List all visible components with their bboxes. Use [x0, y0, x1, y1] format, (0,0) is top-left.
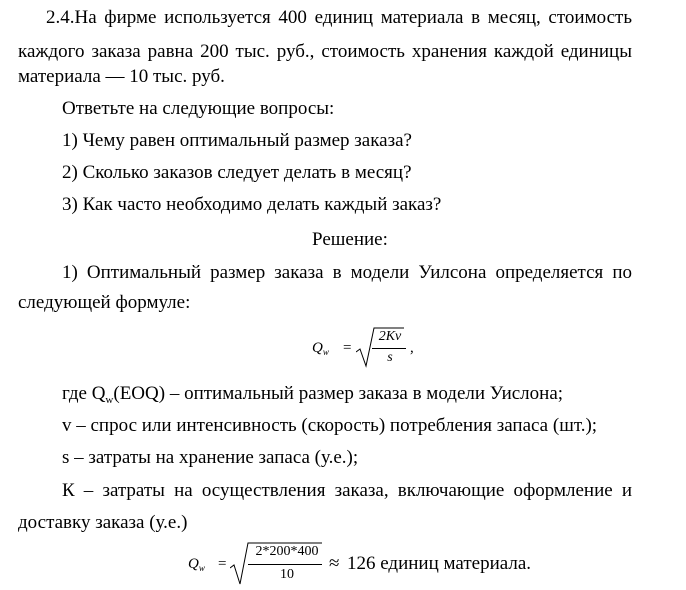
calc-approx: ≈: [329, 553, 340, 574]
calc-equals: =: [218, 556, 227, 572]
question-1: 1) Чему равен оптимальный размер заказа?: [62, 130, 412, 151]
calc-result: 126 единиц материала.: [347, 553, 532, 574]
questions-intro: Ответьте на следующие вопросы:: [62, 98, 335, 119]
formula-denominator: s: [387, 350, 393, 365]
definition-s: s – затраты на хранение запаса (у.е.);: [62, 447, 359, 468]
question-3: 3) Как часто необходимо делать каждый заказ?: [62, 194, 442, 215]
calc-fraction-bar: [248, 564, 322, 565]
question-2: 2) Сколько заказов следует делать в месяц?: [62, 162, 412, 183]
solution-heading: Решение:: [312, 229, 388, 250]
formula-comma: ,: [410, 340, 414, 356]
formula-equals: =: [343, 340, 352, 356]
problem-line-1: 2.4.На фирме используется 400 единиц материала в месяц, стоимость: [46, 7, 632, 28]
solution-intro-line-2: следующей формуле:: [18, 292, 191, 313]
fraction-bar: [372, 348, 406, 349]
problem-line-2: каждого заказа равна 200 тыс. руб., стоимость хранения каждой единицы: [18, 41, 632, 62]
calc-denominator: 10: [280, 567, 294, 582]
formula-numerator: 2Kv: [378, 329, 402, 344]
solution-intro-line-1: 1) Оптимальный размер заказа в модели Уилсона определяется по: [62, 262, 632, 283]
calc-lhs: $Q_w$: [188, 556, 205, 573]
definition-k-line-1: К – затраты на осуществления заказа, включающие оформление и: [62, 480, 632, 501]
calc-numerator: 2*200*400: [255, 544, 319, 559]
definition-q: где $Q_w(EOQ)$ – оптимальный размер заказа в модели Уислона;: [62, 383, 564, 406]
formula-lhs: $Q_w$: [312, 340, 329, 357]
problem-line-3: материала — 10 тыс. руб.: [18, 66, 225, 87]
definition-v: v – спрос или интенсивность (скорость) потребления запаса (шт.);: [62, 415, 598, 436]
definition-k-line-2: доставку заказа (у.е.): [18, 512, 188, 533]
